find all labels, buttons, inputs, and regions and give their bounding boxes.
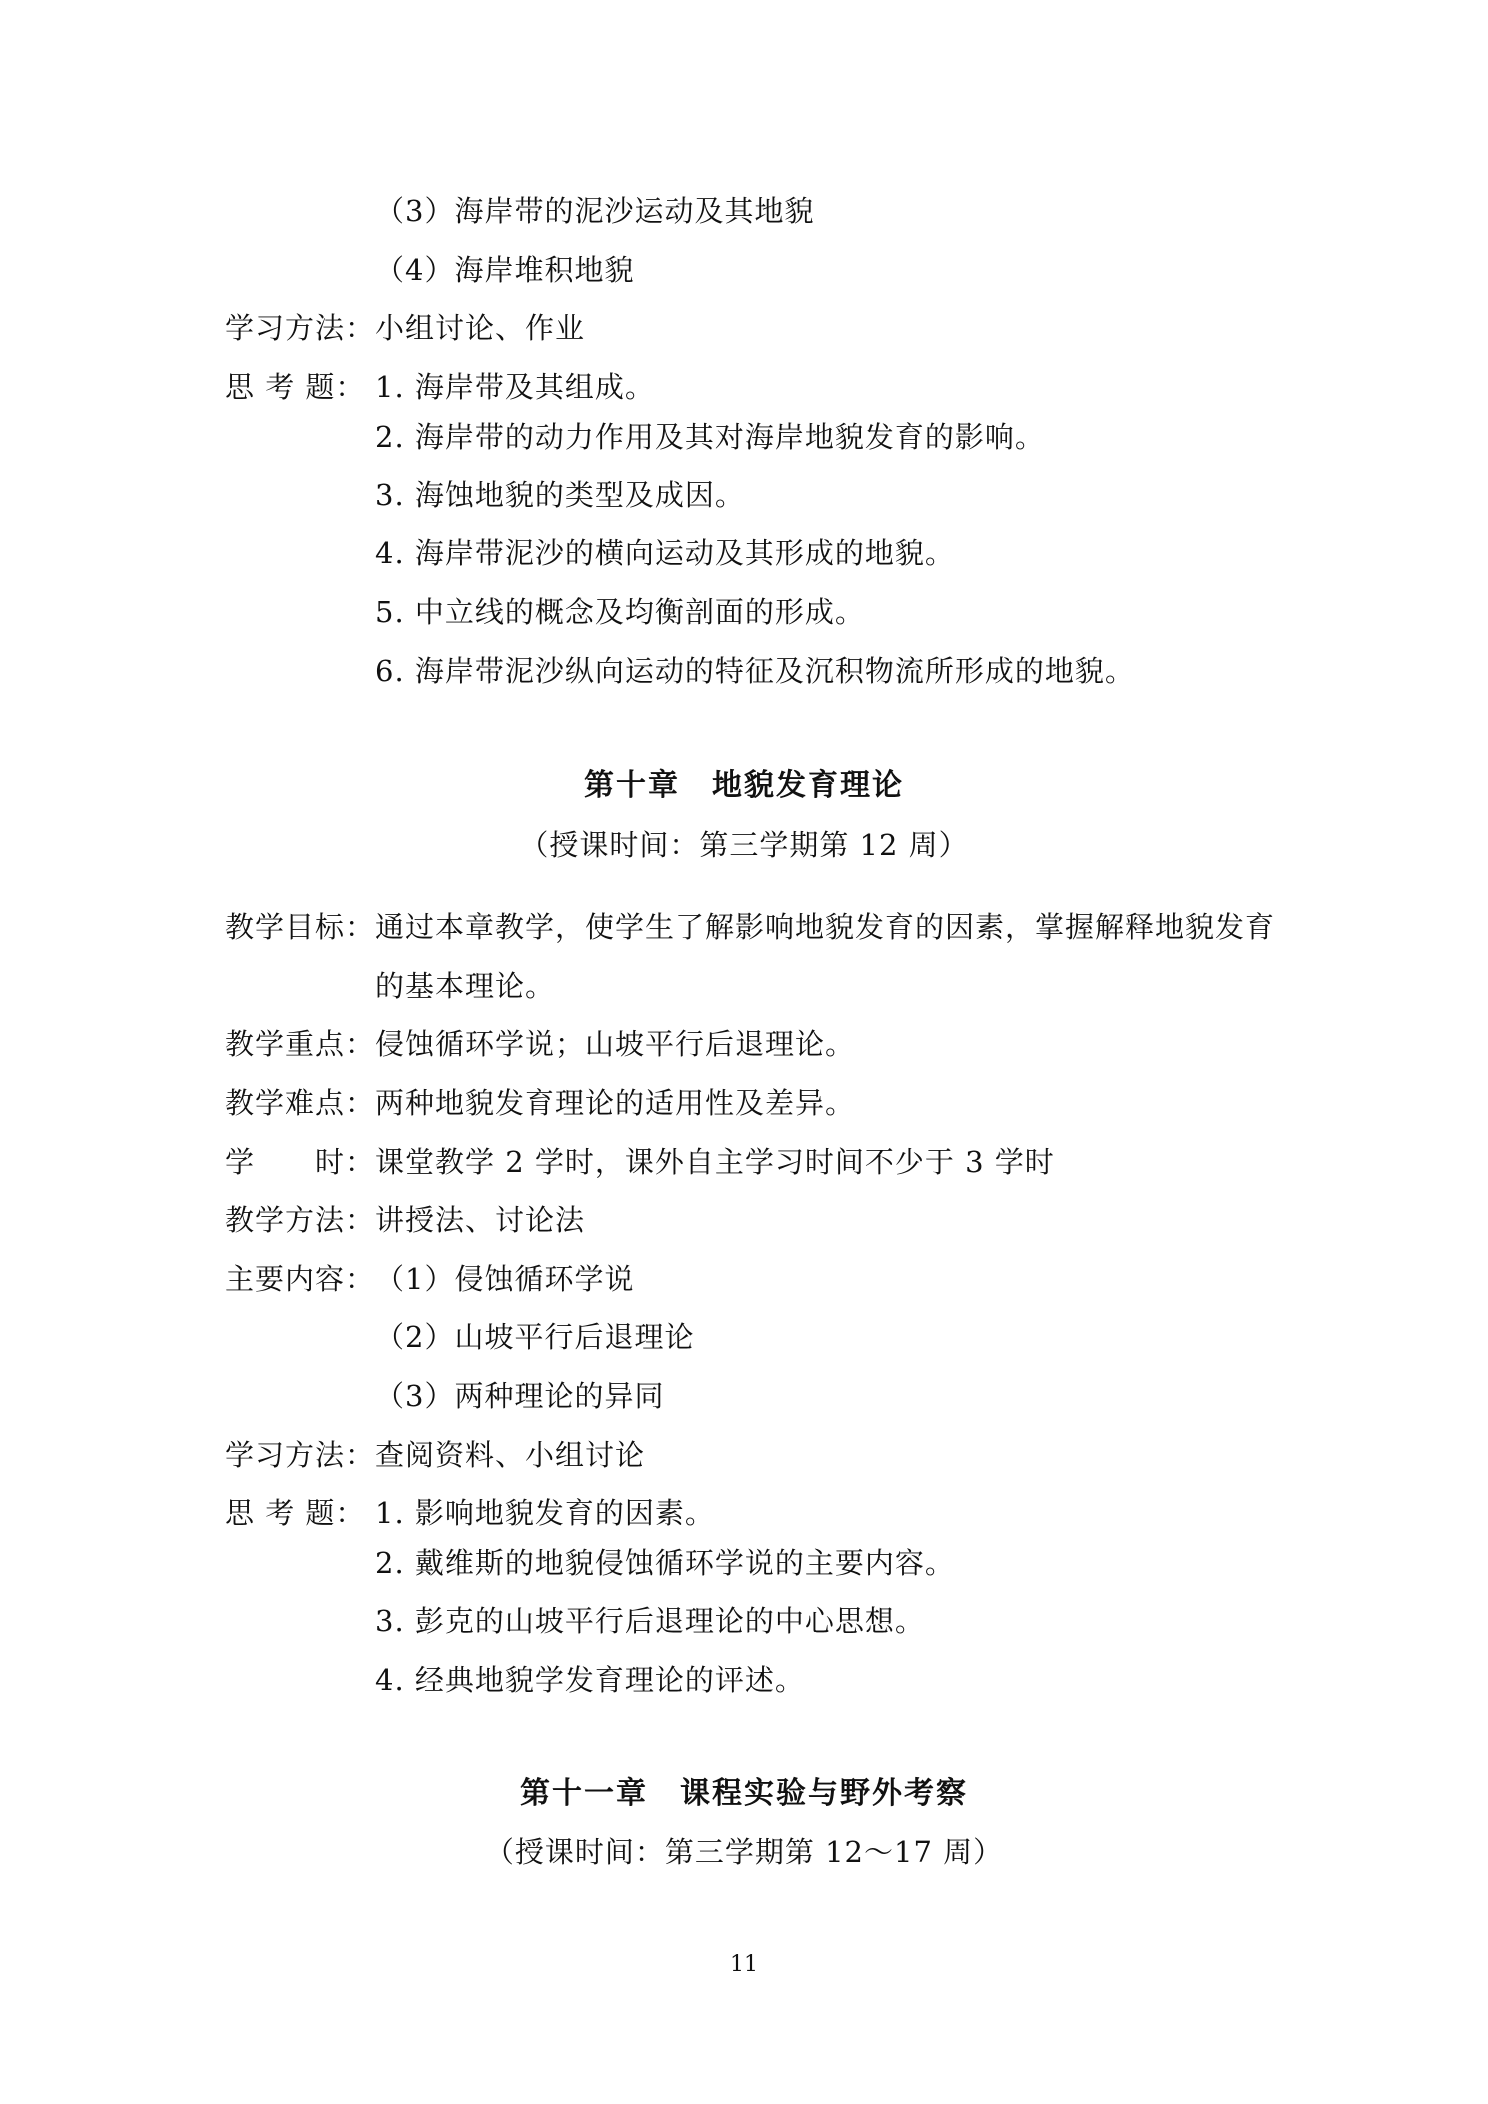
content-item: （1）侵蚀循环学说 — [375, 1262, 635, 1296]
study-method-label: 学习方法： — [225, 311, 376, 345]
study-method-label: 学习方法： — [225, 1438, 376, 1472]
question-item: 2. 戴维斯的地貌侵蚀循环学说的主要内容。 — [375, 1546, 955, 1580]
teaching-difficulty-value: 两种地貌发育理论的适用性及差异。 — [375, 1086, 856, 1120]
chapter-time: （授课时间：第三学期第 12 周） — [519, 828, 969, 862]
main-content-label: 主要内容： — [225, 1262, 376, 1296]
teaching-difficulty-row — [225, 1083, 855, 1123]
teaching-goal-row — [225, 907, 1275, 947]
question-item: 5. 中立线的概念及均衡剖面的形成。 — [375, 595, 865, 629]
teaching-key-value: 侵蚀循环学说；山坡平行后退理论。 — [375, 1027, 856, 1061]
question-item: 1. 海岸带及其组成。 — [375, 370, 655, 404]
teaching-difficulty-label: 教学难点： — [225, 1086, 376, 1120]
main-content-row — [225, 1259, 634, 1299]
teaching-goal-label: 教学目标： — [225, 910, 376, 944]
question-item: 4. 海岸带泥沙的横向运动及其形成的地貌。 — [375, 536, 955, 570]
teaching-goal-continued: 的基本理论。 — [375, 969, 556, 1003]
question-item: 2. 海岸带的动力作用及其对海岸地貌发育的影响。 — [375, 420, 1045, 454]
hours-row — [225, 1142, 1055, 1182]
questions-label: 思 考 题： — [225, 1496, 366, 1530]
study-method-row — [225, 308, 585, 348]
content-item: （3）海岸带的泥沙运动及其地貌 — [375, 194, 815, 228]
teaching-goal-value: 通过本章教学，使学生了解影响地貌发育的因素，掌握解释地貌发育 — [375, 910, 1276, 944]
chapter-title: 第十一章 课程实验与野外考察 — [520, 1776, 968, 1811]
content-item: （2）山坡平行后退理论 — [375, 1320, 695, 1354]
questions-row — [225, 367, 655, 407]
question-item: 1. 影响地貌发育的因素。 — [375, 1496, 715, 1530]
study-method-value: 小组讨论、作业 — [375, 311, 586, 345]
question-item: 3. 彭克的山坡平行后退理论的中心思想。 — [375, 1604, 925, 1638]
hours-value: 课堂教学 2 学时，课外自主学习时间不少于 3 学时 — [375, 1145, 1055, 1179]
questions-row — [225, 1493, 715, 1533]
teaching-method-label: 教学方法： — [225, 1203, 376, 1237]
page-number: 11 — [730, 1952, 758, 1977]
question-item: 4. 经典地貌学发育理论的评述。 — [375, 1663, 805, 1697]
teaching-method-row — [225, 1200, 585, 1240]
study-method-value: 查阅资料、小组讨论 — [375, 1438, 646, 1472]
teaching-method-value: 讲授法、讨论法 — [375, 1203, 586, 1237]
hours-label: 学 时： — [225, 1145, 376, 1179]
study-method-row — [225, 1435, 645, 1475]
question-item: 6. 海岸带泥沙纵向运动的特征及沉积物流所形成的地貌。 — [375, 654, 1135, 688]
content-item: （3）两种理论的异同 — [375, 1379, 665, 1413]
content-item: （4）海岸堆积地貌 — [375, 253, 635, 287]
teaching-key-row — [225, 1024, 855, 1064]
chapter-time: （授课时间：第三学期第 12～17 周） — [484, 1835, 1004, 1869]
teaching-key-label: 教学重点： — [225, 1027, 376, 1061]
chapter-title: 第十章 地貌发育理论 — [584, 768, 904, 803]
questions-label: 思 考 题： — [225, 370, 366, 404]
question-item: 3. 海蚀地貌的类型及成因。 — [375, 478, 745, 512]
